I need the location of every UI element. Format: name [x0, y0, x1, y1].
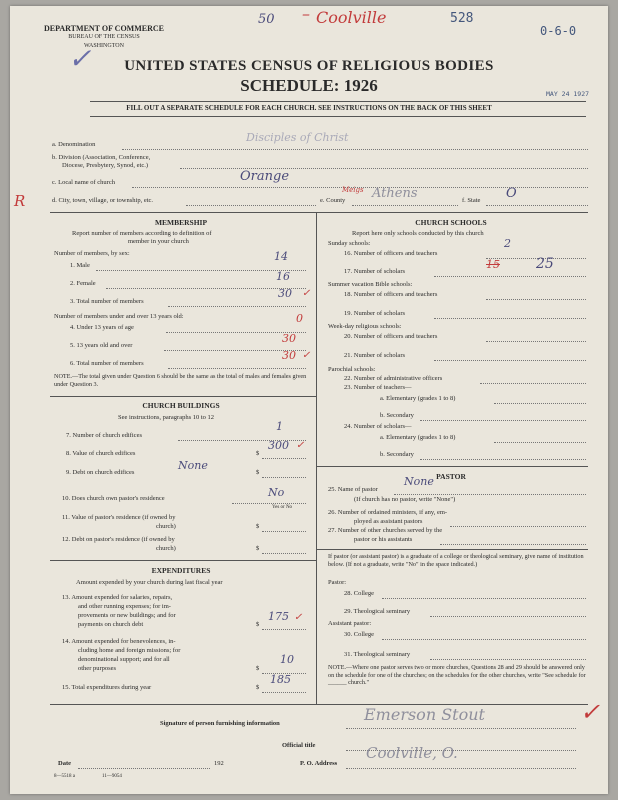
q4-value: 0	[296, 312, 303, 325]
q7-label: 7. Number of church edifices	[66, 432, 142, 439]
q2-value: 16	[276, 270, 290, 283]
q13-label-4: payments on church debt	[78, 621, 144, 628]
membership-note: NOTE.—The total given under Question 6 should be the same as the total of males and females given under Question 3.	[54, 373, 307, 388]
q13-check-icon: ✓	[294, 612, 303, 623]
q23-label: 23. Number of teachers—	[344, 384, 412, 391]
q8-label: 8. Value of church edifices	[66, 450, 136, 457]
q22-label: 22. Number of administrative officers	[344, 375, 443, 382]
q28-label: 28. College	[344, 590, 374, 597]
state-label: f. State	[462, 197, 481, 204]
q29-label: 29. Theological seminary	[344, 608, 411, 615]
q6-label: 6. Total number of members	[70, 360, 144, 367]
q8-check-icon: ✓	[296, 440, 305, 451]
q14-label-3: denominational support; and for all	[78, 656, 170, 663]
weekday-schools: Week-day religious schools:	[328, 323, 402, 330]
instruction-line: FILL OUT A SEPARATE SCHEDULE FOR EACH CHURCH. SEE INSTRUCTIONS ON THE BACK OF THIS SHEET	[126, 104, 492, 112]
q19-label: 19. Number of scholars	[344, 310, 406, 317]
q8-value: 300	[268, 439, 289, 452]
expenditures-intro: Amount expended by your church during last fiscal year	[76, 579, 223, 586]
q5-value: 30	[282, 332, 296, 345]
q3-check-icon: ✓	[302, 288, 311, 299]
county-label: e. County	[320, 197, 346, 204]
local-name-label: c. Local name of church	[52, 179, 115, 186]
q7-value: 1	[276, 420, 283, 433]
q9-value: None	[178, 459, 208, 472]
pastor-sub-label: Pastor:	[328, 579, 347, 586]
po-address-label: P. O. Address	[300, 760, 338, 767]
membership-heading: MEMBERSHIP	[154, 218, 208, 227]
q1-value: 14	[274, 250, 288, 263]
q12-dollar: $	[256, 545, 260, 552]
q13-label-2: and other running expenses; for im-	[78, 603, 171, 610]
q4-label: 4. Under 13 years of age	[70, 324, 134, 331]
q17-struck-value: 15	[486, 258, 500, 271]
r-margin-mark: R	[14, 192, 26, 210]
schedule-title: SCHEDULE: 1926	[240, 76, 378, 95]
census-schedule-sheet	[10, 6, 608, 794]
q24-label: 24. Number of scholars—	[344, 423, 412, 430]
q9-dollar: $	[256, 469, 260, 476]
q27-label: 27. Number of other churches served by the	[328, 527, 443, 534]
q13-label-3: provements or new buildings; and for	[78, 612, 176, 619]
q11-label: 11. Value of pastor's residence (if owned by	[62, 514, 176, 521]
q1-label: 1. Male	[70, 262, 90, 269]
city-name: WASHINGTON	[84, 43, 124, 49]
q5-label: 5. 13 years old and over	[70, 342, 133, 349]
q13-label: 13. Amount expended for salaries, repairs,	[62, 594, 173, 601]
q30-label: 30. College	[344, 631, 374, 638]
dept-name: DEPARTMENT OF COMMERCE	[44, 24, 165, 33]
print-number: 11—9054	[102, 774, 122, 779]
q25-note: (If church has no pastor, write "None")	[354, 496, 456, 503]
q10-value: No	[268, 486, 285, 499]
parochial-schools: Parochial schools:	[328, 366, 376, 373]
yes-no-hint: Yes or No	[272, 505, 293, 510]
division-label-2: Diocese, Presbytery, Synod, etc.)	[62, 162, 149, 169]
members-over-13: Number of members under and over 13 years old:	[54, 313, 184, 320]
q9-label: 9. Debt on church edifices	[66, 469, 135, 476]
q26-label-2: ployed as assistant pastors	[354, 518, 423, 525]
q12-label: 12. Debt on pastor's residence (if owned by	[62, 536, 175, 543]
q11-dollar: $	[256, 523, 260, 530]
date-label: Date	[58, 760, 71, 767]
q6-value: 30	[282, 349, 296, 362]
signature-value: Emerson Stout	[364, 705, 485, 724]
local-name-value: Orange	[240, 169, 290, 184]
official-title-label: Official title	[282, 742, 316, 749]
form-title: UNITED STATES CENSUS OF RELIGIOUS BODIES	[124, 58, 494, 74]
q14-dollar: $	[256, 665, 260, 672]
q3-value: 30	[278, 287, 292, 300]
pastor-note: NOTE.—Where one pastor serves two or more churches, Questions 28 and 29 should be answered only on the schedule for one of the churches; on the schedules for the other churches, write "See schedule for ______ church."	[328, 664, 586, 686]
q17-label: 17. Number of scholars	[344, 268, 406, 275]
q20-label: 20. Number of officers and teachers	[344, 333, 438, 340]
q14-label-2: cluding home and foreign missions; for	[78, 647, 181, 654]
q21-label: 21. Number of scholars	[344, 352, 406, 359]
sunday-schools: Sunday schools:	[328, 240, 371, 247]
signature-label: Signature of person furnishing information	[160, 720, 280, 727]
q16-label: 16. Number of officers and teachers	[344, 250, 438, 257]
members-by-sex: Number of members, by sex:	[54, 250, 130, 257]
stamp-528: 528	[450, 11, 474, 26]
q3-label: 3. Total number of members	[70, 298, 144, 305]
q26-label: 26. Number of ordained ministers, if any, em-	[328, 509, 448, 516]
buildings-intro: See instructions, paragraphs 10 to 12	[118, 414, 215, 421]
pastor-heading: PASTOR	[436, 472, 466, 481]
q14-value: 10	[280, 653, 294, 666]
city-label: d. City, town, village, or township, etc.	[52, 197, 154, 204]
date-stamp: MAY 24 1927	[546, 90, 590, 98]
signature-check-icon: ✓	[580, 698, 601, 726]
bureau-name: BUREAU OF THE CENSUS	[68, 34, 140, 40]
assistant-sub-label: Assistant pastor:	[328, 620, 372, 627]
membership-intro: Report number of members according to definition of	[72, 230, 212, 237]
q16-value: 2	[504, 237, 511, 250]
po-address-value: Coolville, O.	[366, 744, 458, 762]
coolville-annotation: Coolville	[316, 8, 387, 27]
q25-value: None	[404, 475, 434, 488]
q14-label-4: other purposes	[78, 665, 117, 672]
graduate-instruction: If pastor (or assistant pastor) is a graduate of a college or theological seminary, give name of institution below. (If not a graduate, write "No" in the space indicated.)	[328, 553, 584, 568]
q13-value: 175	[268, 610, 289, 623]
q15-dollar: $	[256, 684, 260, 691]
q24b-label: b. Secondary	[380, 451, 414, 458]
department-header	[44, 24, 164, 51]
q24a-label: a. Elementary (grades 1 to 8)	[380, 434, 456, 441]
schools-intro: Report here only schools conducted by this church	[352, 230, 484, 237]
q23a-label: a. Elementary (grades 1 to 8)	[380, 395, 456, 402]
denomination-value: Disciples of Christ	[246, 131, 349, 144]
vacation-schools: Summer vacation Bible schools:	[328, 281, 413, 288]
membership-intro-2: member in your church	[128, 238, 189, 245]
county-value: Athens	[372, 186, 418, 201]
dash-mark: –	[302, 6, 310, 23]
q15-label: 15. Total expenditures during year	[62, 684, 152, 691]
q25-label: 25. Name of pastor	[328, 486, 378, 493]
q23b-label: b. Secondary	[380, 412, 414, 419]
state-value: O	[506, 186, 517, 201]
q14-label: 14. Amount expended for benevolences, in-	[62, 638, 176, 645]
q31-label: 31. Theological seminary	[344, 651, 411, 658]
denomination-label: a. Denomination	[52, 141, 96, 148]
q6-check-icon: ✓	[302, 350, 311, 361]
q8-dollar: $	[256, 450, 260, 457]
number-50: 50	[258, 12, 275, 27]
q11-label-2: church)	[156, 523, 176, 530]
q10-label: 10. Does church own pastor's residence	[62, 495, 165, 502]
form-number: 8—5518 a	[54, 774, 75, 779]
expenditures-heading: EXPENDITURES	[151, 566, 211, 575]
q15-value: 185	[270, 673, 291, 686]
code-stamp: 0-6-0	[540, 24, 577, 38]
q27-label-2: pastor or his assistants	[354, 536, 413, 543]
year-label: 192	[214, 760, 224, 767]
q18-label: 18. Number of officers and teachers	[344, 291, 438, 298]
buildings-heading: CHURCH BUILDINGS	[142, 401, 220, 410]
county-note: Meigs	[342, 186, 364, 194]
check-mark-icon: ✓	[68, 42, 92, 75]
q12-label-2: church)	[156, 545, 176, 552]
q17-value: 25	[536, 256, 554, 272]
schools-heading: CHURCH SCHOOLS	[415, 218, 487, 227]
division-label: b. Division (Association, Conference,	[52, 154, 151, 161]
q2-label: 2. Female	[70, 280, 96, 287]
q13-dollar: $	[256, 621, 260, 628]
